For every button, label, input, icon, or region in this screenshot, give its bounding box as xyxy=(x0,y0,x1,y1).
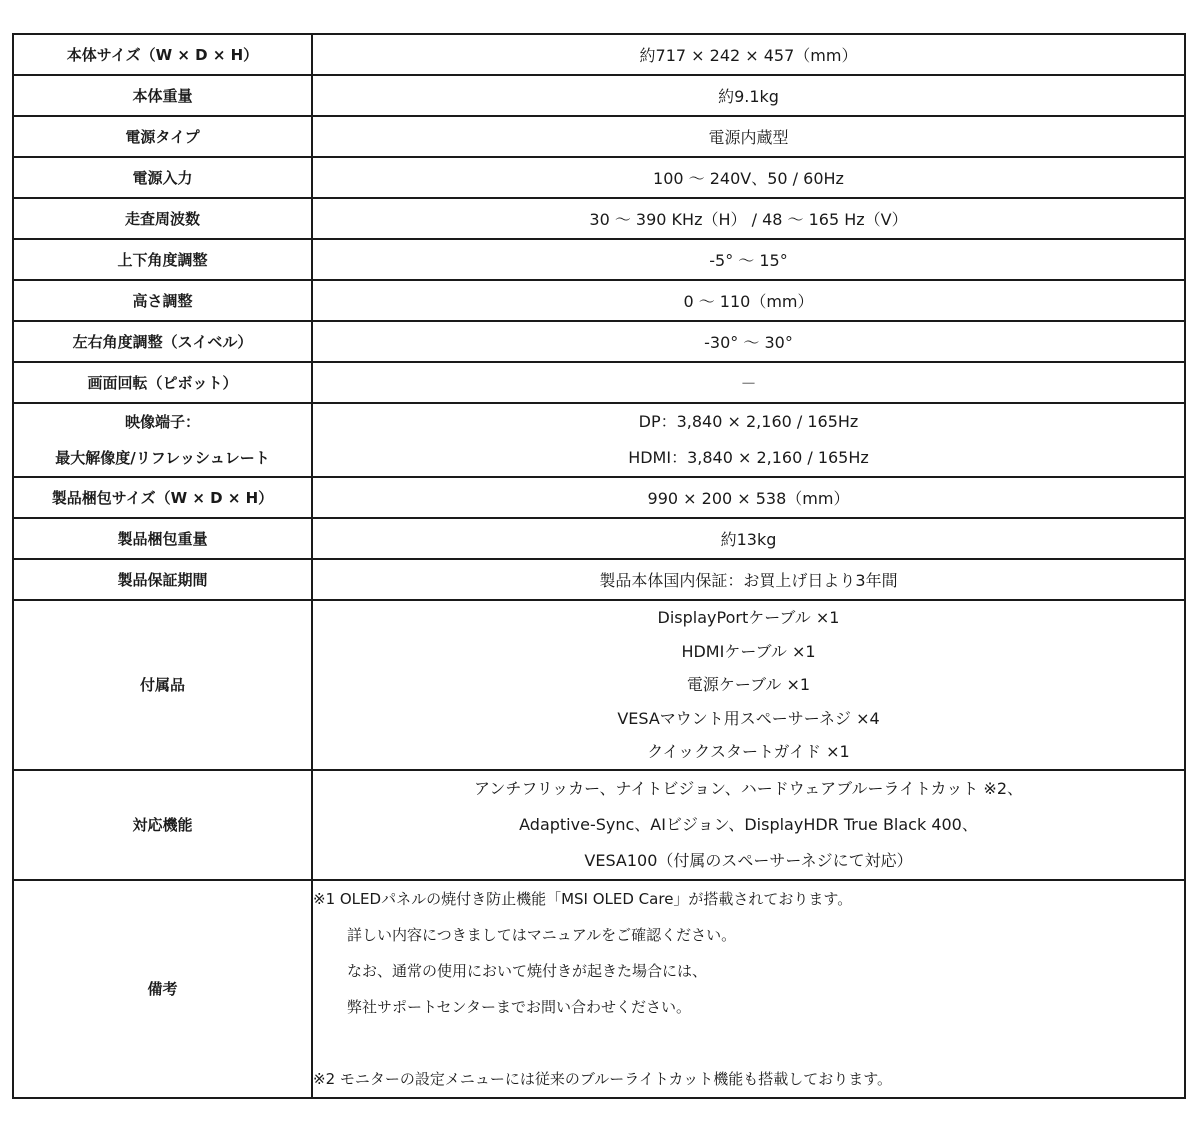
remark-note: なお、通常の使用において焼付きが起きた場合には、 xyxy=(347,961,708,980)
spec-value: 100 ～ 240V、50 / 60Hz xyxy=(312,157,1185,198)
spec-value-line: DP：3,840 × 2,160 / 165Hz xyxy=(638,412,859,431)
spec-label xyxy=(13,403,312,477)
feature-line: Adaptive-Sync、AIビジョン、DisplayHDR True Black 400、 xyxy=(519,814,978,834)
accessory-item: VESAマウント用スペーサーネジ ×4 xyxy=(617,708,880,728)
spec-label-line: 映像端子： xyxy=(124,413,200,431)
spec-label: 本体サイズ（W × D × H） xyxy=(13,34,312,75)
spec-row-tilt xyxy=(13,239,1185,280)
spec-value: 約13kg xyxy=(312,518,1185,559)
spec-row-height-adjust xyxy=(13,280,1185,321)
spec-row-size xyxy=(13,34,1185,75)
spec-row-weight xyxy=(13,75,1185,116)
spec-value: － xyxy=(312,362,1185,403)
spec-label: 付属品 xyxy=(13,600,312,770)
spec-label: 製品保証期間 xyxy=(13,559,312,600)
remark-note: ※2 モニターの設定メニューには従来のブルーライトカット機能も搭載しております。 xyxy=(313,1069,893,1088)
spec-label: 対応機能 xyxy=(13,770,312,880)
spec-row-power-input xyxy=(13,157,1185,198)
accessory-item: 電源ケーブル ×1 xyxy=(686,675,811,694)
spec-row-scan-frequency xyxy=(13,198,1185,239)
spec-row-package-size xyxy=(13,477,1185,518)
spec-row-warranty xyxy=(13,559,1185,600)
spec-value: 約9.1kg xyxy=(312,75,1185,116)
spec-row-power-type xyxy=(13,116,1185,157)
spec-value: -30° ～ 30° xyxy=(312,321,1185,362)
remark-note: ※1 OLEDパネルの焼付き防止機能「MSI OLED Care」が搭載されております。 xyxy=(313,889,853,908)
remark-spacer xyxy=(313,1025,1184,1061)
spec-label: 備考 xyxy=(13,880,312,1098)
spec-label: 電源入力 xyxy=(13,157,312,198)
spec-row-features xyxy=(13,770,1185,880)
spec-value xyxy=(312,770,1185,880)
remark-note: 詳しい内容につきましてはマニュアルをご確認ください。 xyxy=(347,925,737,944)
remarks-notes xyxy=(312,880,1185,1098)
spec-label: 製品梱包サイズ（W × D × H） xyxy=(13,477,312,518)
spec-value xyxy=(312,403,1185,477)
spec-label: 左右角度調整（スイベル） xyxy=(13,321,312,362)
spec-value: 990 × 200 × 538（mm） xyxy=(312,477,1185,518)
spec-value xyxy=(312,600,1185,770)
feature-line: VESA100（付属のスペーサーネジにて対応） xyxy=(584,850,913,870)
spec-row-pivot xyxy=(13,362,1185,403)
accessory-item: HDMIケーブル ×1 xyxy=(681,641,816,661)
spec-table xyxy=(12,33,1186,1099)
spec-label-line: 最大解像度/リフレッシュレート xyxy=(55,449,270,467)
spec-row-remarks xyxy=(13,880,1185,1098)
spec-label: 製品梱包重量 xyxy=(13,518,312,559)
spec-label: 走査周波数 xyxy=(13,198,312,239)
spec-label: 電源タイプ xyxy=(13,116,312,157)
spec-row-video-ports xyxy=(13,403,1185,477)
spec-row-package-weight xyxy=(13,518,1185,559)
spec-value: 0 ～ 110（mm） xyxy=(312,280,1185,321)
spec-row-accessories xyxy=(13,600,1185,770)
spec-value: 電源内蔵型 xyxy=(312,116,1185,157)
spec-value: 製品本体国内保証：お買上げ日より3年間 xyxy=(312,559,1185,600)
spec-value: 約717 × 242 × 457（mm） xyxy=(312,34,1185,75)
spec-value: 30 ～ 390 KHz（H） / 48 ～ 165 Hz（V） xyxy=(312,198,1185,239)
spec-label: 高さ調整 xyxy=(13,280,312,321)
accessory-item: DisplayPortケーブル ×1 xyxy=(657,608,840,627)
spec-label: 画面回転（ピボット） xyxy=(13,362,312,403)
remark-note: 弊社サポートセンターまでお問い合わせください。 xyxy=(347,997,691,1016)
spec-label: 本体重量 xyxy=(13,75,312,116)
feature-line: アンチフリッカー、ナイトビジョン、ハードウェアブルーライトカット ※2、 xyxy=(474,778,1023,798)
spec-row-swivel xyxy=(13,321,1185,362)
spec-value-line: HDMI：3,840 × 2,160 / 165Hz xyxy=(628,448,869,467)
spec-label: 上下角度調整 xyxy=(13,239,312,280)
spec-value: -5° ～ 15° xyxy=(312,239,1185,280)
accessory-item: クイックスタートガイド ×1 xyxy=(647,742,850,761)
